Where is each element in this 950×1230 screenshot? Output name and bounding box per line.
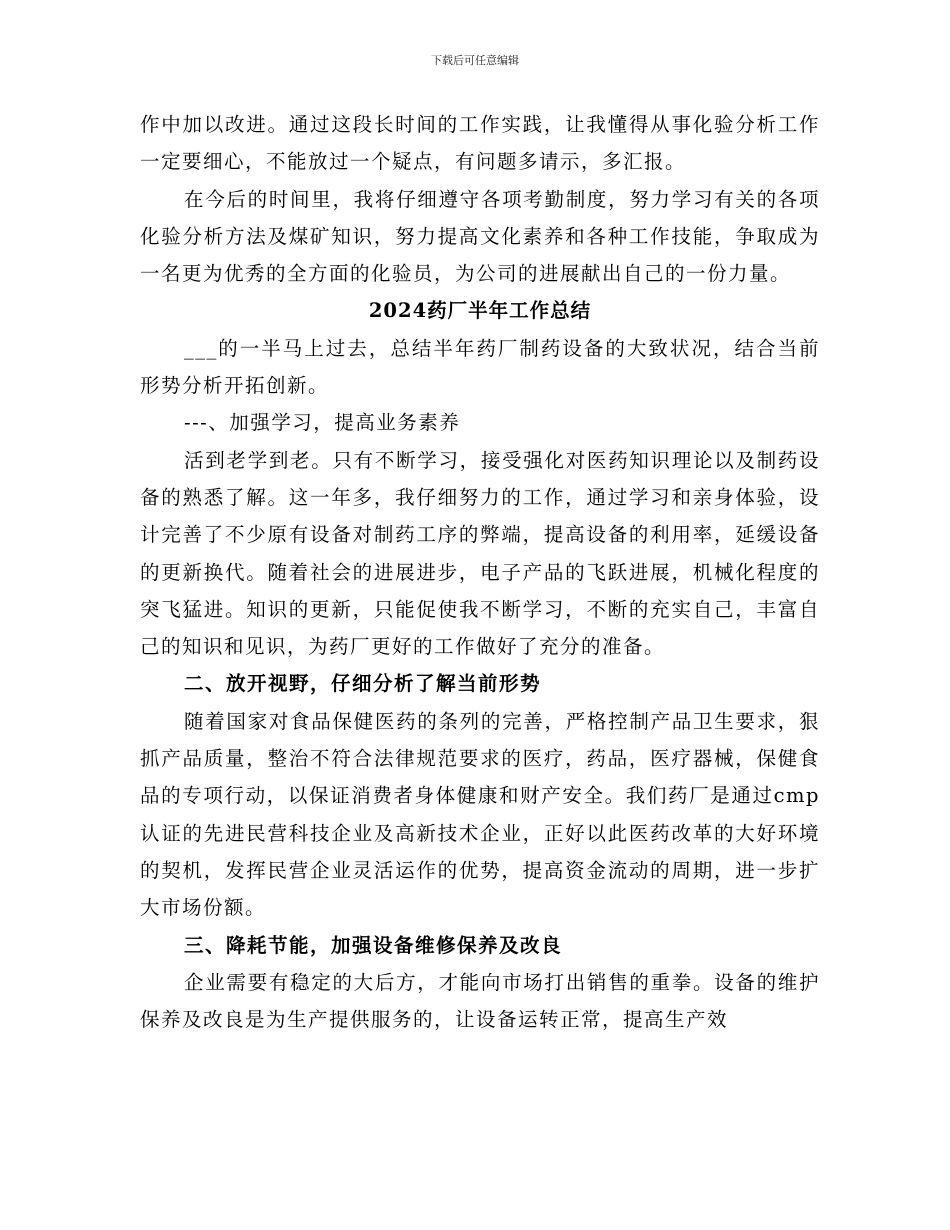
paragraph-situation: 随着国家对食品保健医药的条列的完善，严格控制产品卫生要求，狠抓产品质量，整治不符合法律规范要求的医疗，药品，医疗器械，保健食品的专项行动，以保证消费者身体健康和财产安全。我们药厂是通过cmp认证的先进民营科技企业及高新技术企业，正好以此医药改革的大好环境的契机，发挥民营企业灵活运作的优势，提高资金流动的周期，进一步扩大市场份额。: [140, 709, 820, 920]
heading-energy: 三、降耗节能，加强设备维修保养及改良: [184, 933, 563, 957]
paragraph-study: 活到老学到老。只有不断学习，接受强化对医药知识理论以及制药设备的熟悉了解。这一年多，我仔细努力的工作，通过学习和亲身体验，设计完善了不少原有设备对制药工序的弊端，提高设备的利用率，延缓设备的更新换代。随着社会的进展进步，电子产品的飞跃进展，机械化程度的突飞猛进。知识的更新，只能促使我不断学习，不断的充实自己，丰富自己的知识和见识，为药厂更好的工作做好了充分的准备。: [140, 448, 820, 659]
paragraph-continuation: 作中加以改进。通过这段长时间的工作实践，让我懂得从事化验分析工作一定要细心，不能放过一个疑点，有问题多请示，多汇报。: [140, 113, 820, 174]
section-title: 2024药厂半年工作总结: [368, 299, 592, 323]
document-body: [140, 106, 820, 1038]
page-header: 下载后可任意编辑: [431, 54, 519, 67]
heading-study: ---、加强学习，提高业务素养: [184, 411, 461, 435]
heading-situation: 二、放开视野，仔细分析了解当前形势: [184, 672, 542, 696]
paragraph-energy: 企业需要有稳定的大后方，才能向市场打出销售的重拳。设备的维护保养及改良是为生产提供服务的，让设备运转正常，提高生产效: [140, 970, 820, 1032]
paragraph-future-plan: 在今后的时间里，我将仔细遵守各项考勤制度，努力学习有关的各项化验分析方法及煤矿知识，努力提高文化素养和各种工作技能，争取成为一名更为优秀的全方面的化验员，为公司的进展献出自己的一份力量。: [140, 187, 820, 286]
paragraph-intro: ___的一半马上过去，总结半年药厂制药设备的大致状况，结合当前形势分析开拓创新。: [140, 336, 820, 398]
